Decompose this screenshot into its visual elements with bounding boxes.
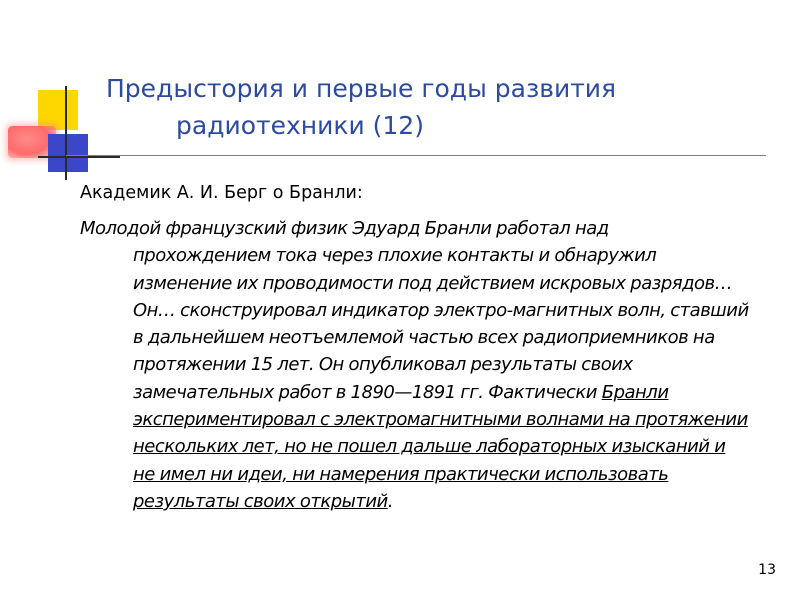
- decorative-squares-icon: [0, 0, 110, 180]
- logo-vertical-line: [65, 86, 67, 180]
- slide-title-line2: радиотехники (12): [176, 111, 424, 140]
- blue-square: [48, 134, 88, 172]
- quote-text: Молодой французский физик Эдуард Бранли работал над прохождением тока через плохие контакты и обнаружил изменение их проводимости под действием искровых разрядов… Он… сконструировал индикатор электро-магнитных волн, ставший в дальнейшем неотъемлемой частью всех радиоприемников на протяжении 15 лет. Он опубликовал результаты своих замечательных работ в 1890—1891 гг. Фактически: [80, 218, 749, 403]
- slide-title-line1: Предыстория и первые годы развития: [106, 74, 617, 103]
- subheading: Академик А. И. Берг о Бранли:: [80, 183, 363, 203]
- title-divider: [66, 155, 766, 156]
- slide-body: [80, 180, 750, 515]
- quote-underlined-text: Бранли экспериментировал с электромагнитными волнами на протяжении нескольких лет, но не пошел дальше лабораторных изысканий и не имел ни идеи, ни намерения практически использовать результаты своих открытий: [133, 381, 748, 512]
- page-number: 13: [758, 562, 776, 578]
- quote-paragraph: [80, 215, 750, 515]
- logo-horizontal-line: [38, 156, 120, 158]
- yellow-square: [38, 90, 78, 130]
- slide-title: [106, 70, 766, 144]
- quote-end: .: [387, 490, 393, 512]
